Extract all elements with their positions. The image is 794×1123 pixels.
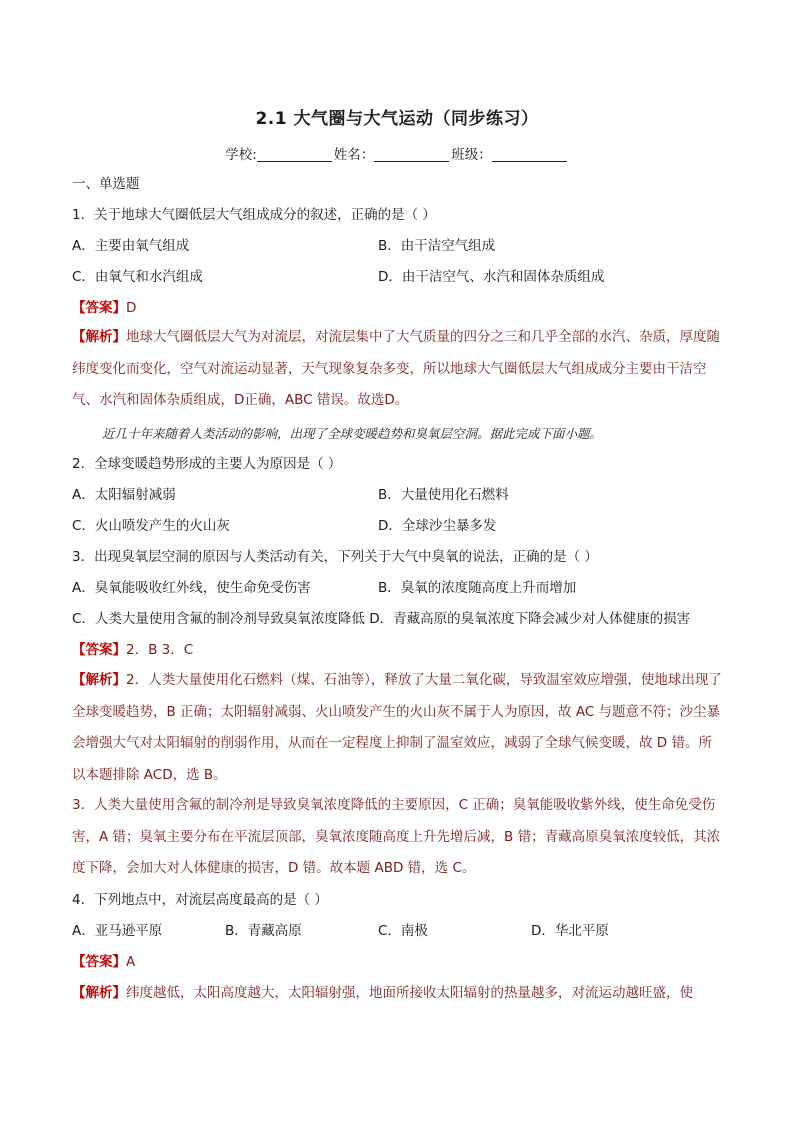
q2-option-c: C．火山喷发产生的火山灰	[72, 518, 230, 534]
name-blank[interactable]	[374, 147, 449, 162]
material-text: 近几十年来随着人类活动的影响，出现了全球变暖趋势和臭氧层空洞。据此完成下面小题。	[102, 426, 603, 441]
class-label: 班级：	[451, 147, 492, 163]
q4-option-b: B．青藏高原	[225, 923, 302, 939]
answer-tag: 【答案】	[72, 954, 126, 970]
q4-analysis	[72, 984, 732, 1002]
analysis-tag: 【解析】	[72, 985, 126, 1001]
q2-analysis	[72, 665, 724, 791]
q3-option-a: A．臭氧能吸收红外线，使生命免受伤害	[72, 580, 311, 596]
q1-answer	[72, 299, 136, 317]
q1-option-c: C．由氧气和水汽组成	[72, 269, 203, 285]
q23-answer-value: 2．B 3．C	[126, 642, 194, 658]
q4-answer-value: A	[126, 954, 136, 970]
page-title: 2.1 大气圈与大气运动（同步练习）	[255, 109, 539, 129]
answer-tag: 【答案】	[72, 642, 126, 658]
q4-option-c: C．南极	[378, 923, 428, 939]
q2-option-d: D．全球沙尘暴多发	[378, 518, 497, 534]
analysis-tag: 【解析】	[72, 329, 126, 345]
name-label: 姓名：	[333, 147, 375, 163]
analysis-tag: 【解析】	[72, 672, 126, 688]
q3-option-b: B．臭氧的浓度随高度上升而增加	[378, 580, 577, 596]
q3-analysis: 3．人类大量使用含氟的制冷剂是导致臭氧浓度降低的主要原因，C 正确；臭氧能吸收紫外线，使生命免受伤害，A 错；臭氧主要分布在平流层顶部，臭氧浓度随高度上升先增后减，B 错；青藏高原臭氧浓度较低，其浓度下降，会加大对人体健康的损害，D 错。故本题 ABD 错，选 C。	[72, 797, 721, 876]
q4-option-a: A．亚马逊平原	[72, 923, 163, 939]
q1-option-a: A．主要由氧气组成	[72, 238, 190, 254]
q1-answer-value: D	[126, 300, 137, 316]
school-label: 学校:	[225, 147, 257, 163]
class-blank[interactable]	[492, 147, 567, 162]
q23-answer	[72, 641, 193, 659]
q1-option-b: B．由干洁空气组成	[378, 238, 496, 254]
q4-option-d: D．华北平原	[531, 923, 609, 939]
q2-analysis-text: 2．人类大量使用化石燃料（煤、石油等），释放了大量二氧化碳，导致温室效应增强，使地球出现了全球变暖趋势，B 正确；太阳辐射减弱、火山喷发产生的火山灰不属于人为原因，故 AC 与题意不符；沙尘暴会增强大气对太阳辐射的削弱作用，从而在一定程度上抑制了温室效应，减弱了全球气候变暖，故 D 错。所以本题排除 ACD，选 B。	[72, 672, 722, 783]
q4-analysis-text: 纬度越低，太阳高度越大，太阳辐射强，地面所接收太阳辐射的热量越多，对流运动越旺盛，使	[126, 985, 693, 1001]
q3-option-cd: C．人类大量使用含氟的制冷剂导致臭氧浓度降低 D．青藏高原的臭氧浓度下降会减少对人体健康的损害	[72, 611, 691, 627]
q1-option-d: D．由干洁空气、水汽和固体杂质组成	[378, 269, 605, 285]
student-info-line	[0, 143, 794, 163]
q1-analysis-text: 地球大气圈低层大气为对流层，对流层集中了大气质量的四分之三和几乎全部的水汽、杂质，厚度随纬度变化而变化，空气对流运动显著，天气现象复杂多变，所以地球大气圈低层大气组成成分主要由干洁空气、水汽和固体杂质组成，D正确，ABC 错误。故选D。	[72, 329, 720, 408]
school-blank[interactable]	[257, 147, 332, 162]
q1-analysis	[72, 322, 724, 417]
q3-stem: 3．出现臭氧层空洞的原因与人类活动有关，下列关于大气中臭氧的说法，正确的是（ ）	[72, 549, 598, 565]
section-heading: 一、单选题	[72, 176, 140, 192]
q2-option-a: A．太阳辐射减弱	[72, 487, 176, 503]
q4-answer	[72, 953, 135, 971]
q4-stem: 4．下列地点中，对流层高度最高的是（ ）	[72, 892, 328, 908]
q1-stem: 1．关于地球大气圈低层大气组成成分的叙述，正确的是（ ）	[72, 207, 436, 223]
q2-option-b: B．大量使用化石燃料	[378, 487, 509, 503]
answer-tag: 【答案】	[72, 300, 126, 316]
q2-stem: 2．全球变暖趋势形成的主要人为原因是（ ）	[72, 456, 342, 472]
